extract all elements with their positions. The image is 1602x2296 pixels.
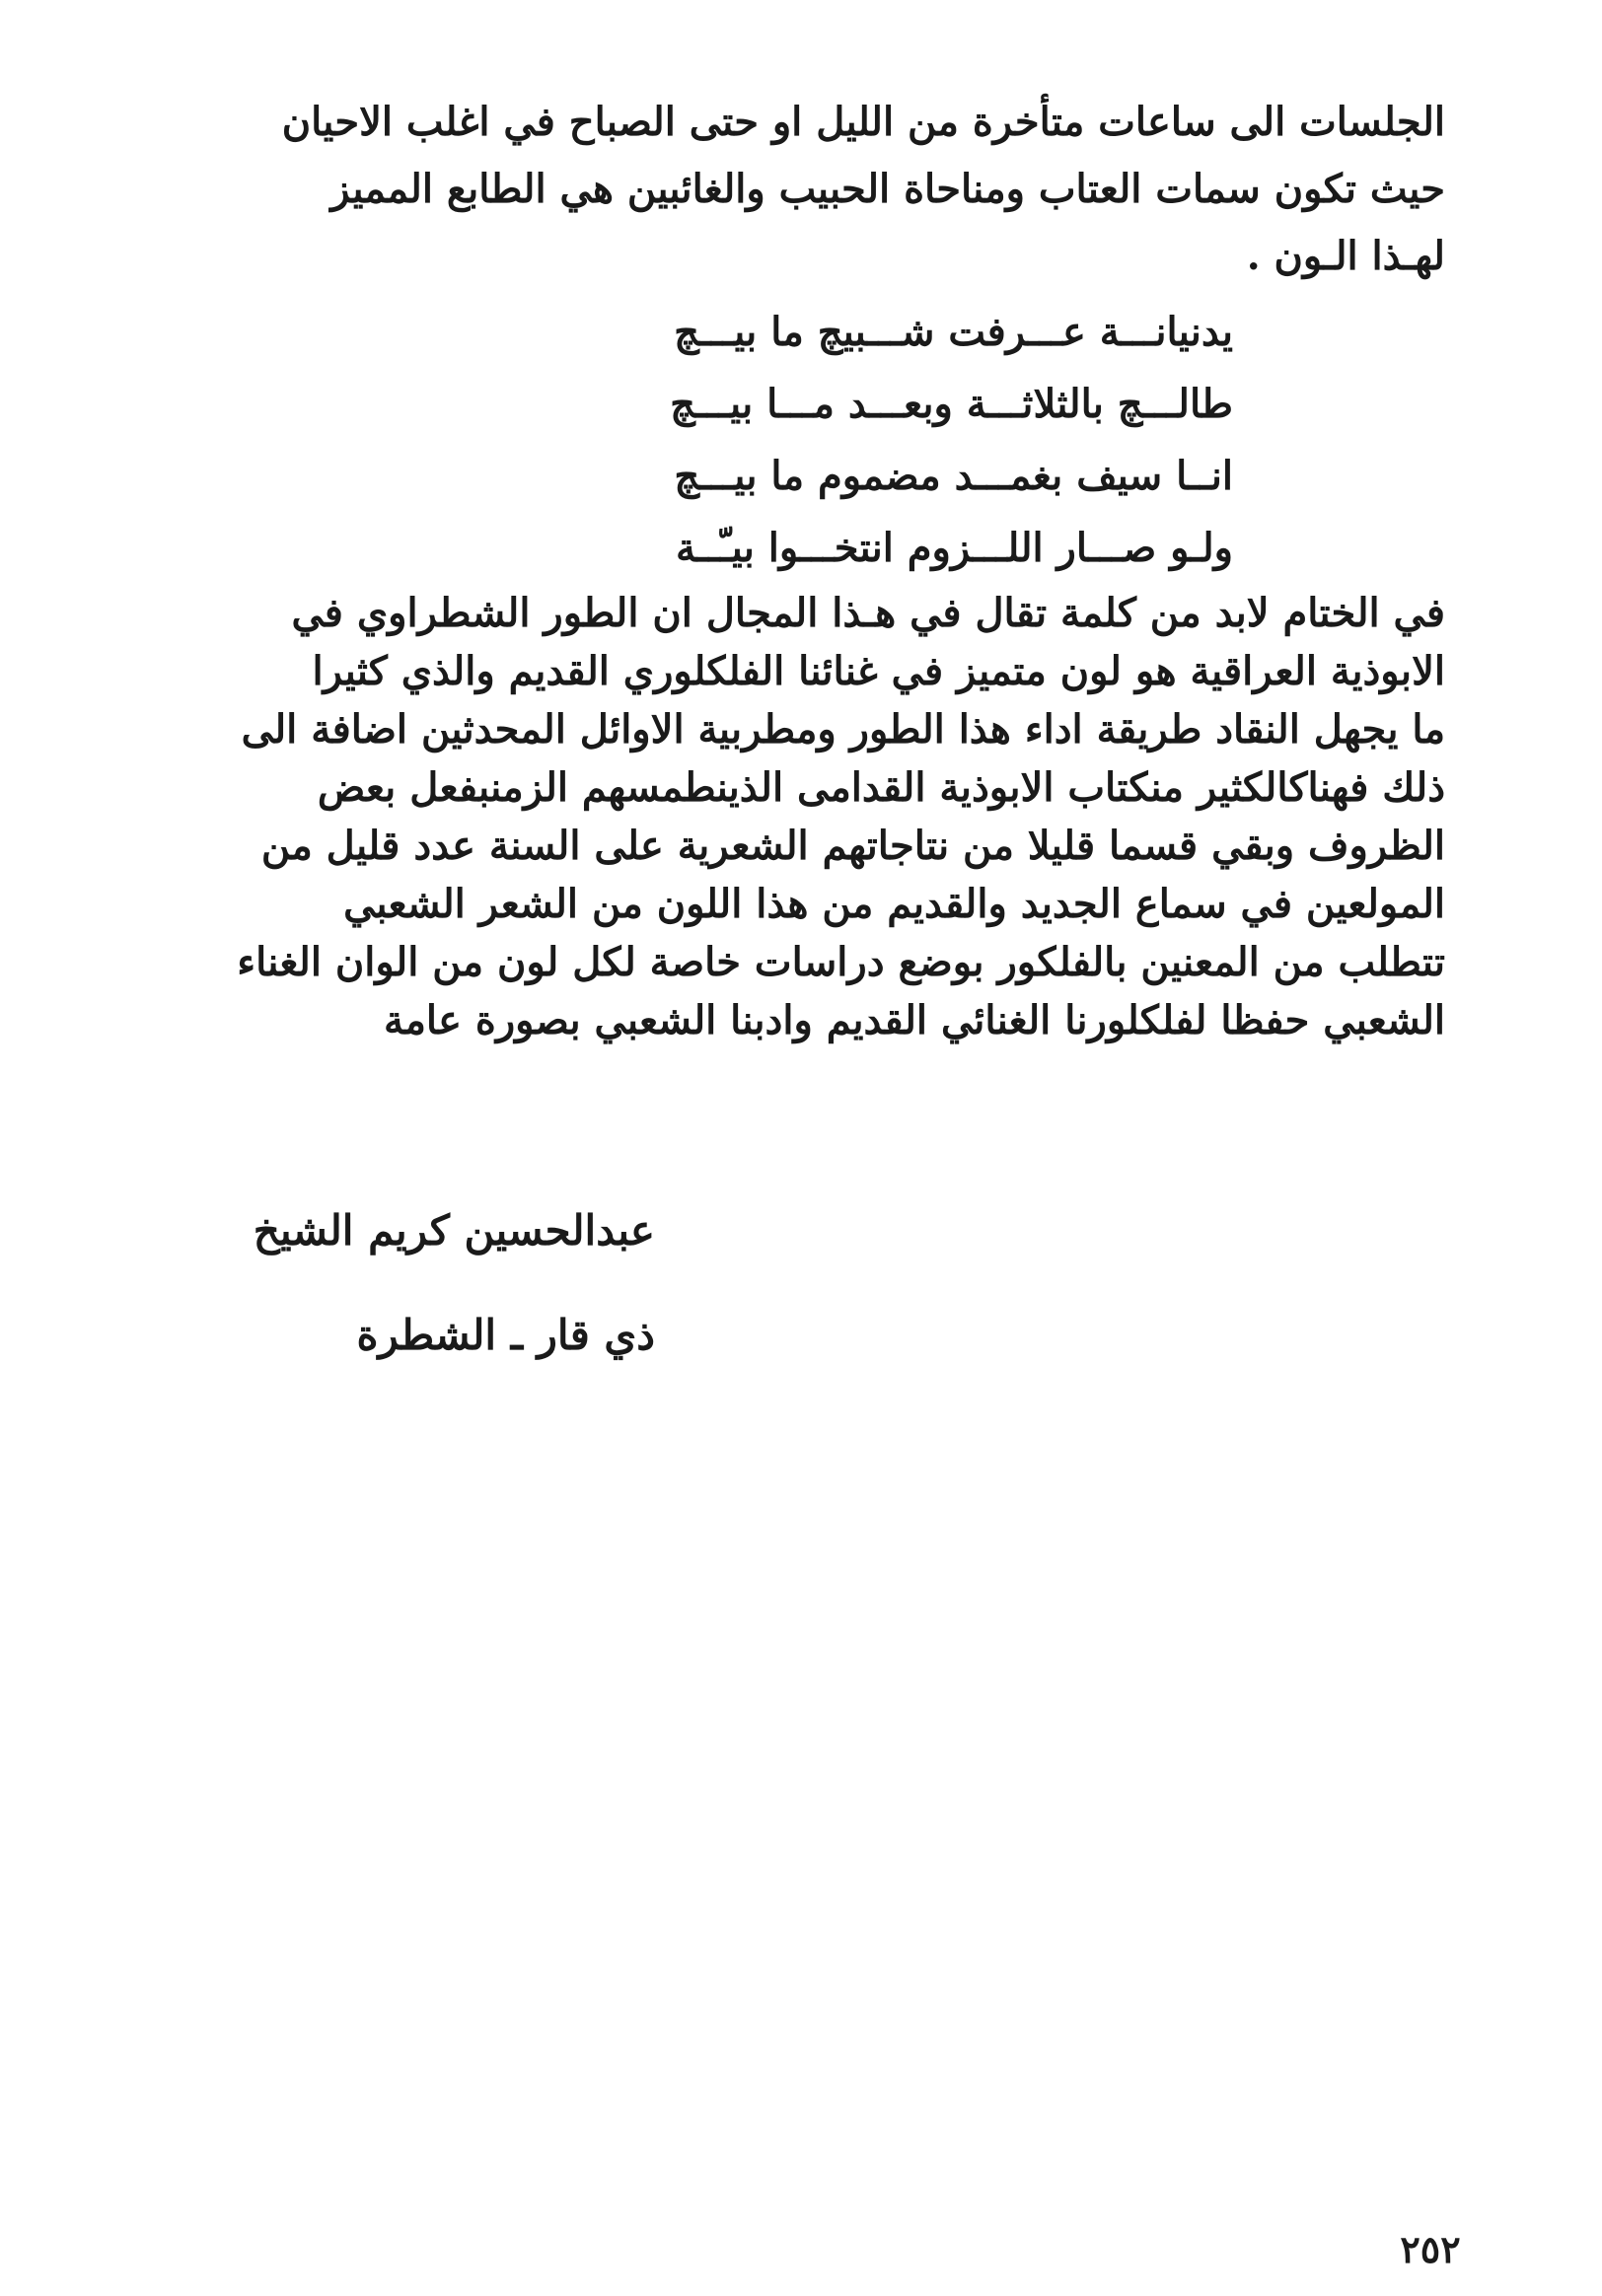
poem-stanza	[473, 296, 1233, 584]
paragraph-line: المولعين في سماع الجديد والقديم من هذا اللون من الشعر الشعبي	[343, 881, 1445, 927]
conclusion-paragraph	[158, 584, 1445, 1049]
paragraph-line: ما يجهل النقاد طريقة اداء هذا الطور ومطربية الاوائل المحدثين اضافة الى	[241, 706, 1445, 753]
paragraph-line: الظروف وبقي قسما قليلا من نتاجاتهم الشعرية على السنة عدد قليل من	[260, 823, 1445, 869]
author-signature	[254, 1203, 655, 1363]
poem-verse: طالـــچ بالثلاثـــة وبعـــد مـــا بيـــچ	[670, 381, 1233, 427]
paragraph-line: لهـذا الـون .	[1246, 233, 1445, 279]
paragraph-line: ذلك فهناكالكثير منكتاب الابوذية القدامى الذينطمسهم الزمنبفعل بعض	[317, 764, 1445, 811]
paragraph-line: الابوذية العراقية هو لون متميز في غنائنا الفلكلوري القديم والذي كثيرا	[312, 648, 1445, 694]
intro-paragraph	[158, 89, 1445, 290]
poem-verse: يدنيانـــة عـــرفت شـــبيچ ما بيـــچ	[674, 309, 1233, 355]
paragraph-line: تتطلب من المعنين بالفلكور بوضع دراسات خاصة لكل لون من الوان الغناء	[237, 939, 1445, 985]
paragraph-line: الشعبي حفظا لفلكلورنا الغنائي القديم وادبنا الشعبي بصورة عامة	[384, 997, 1445, 1043]
author-location: ذي قار ـ الشطرة	[356, 1311, 655, 1359]
paragraph-line: في الختام لابد من كلمة تقال في هـذا المجال ان الطور الشطراوي في	[291, 590, 1445, 636]
author-name: عبدالحسين كريم الشيخ	[253, 1206, 655, 1255]
paragraph-line: حيث تكون سمات العتاب ومناحاة الحبيب والغائبين هي الطابع المميز	[330, 166, 1445, 212]
poem-verse: ولـو صـــار اللـــزوم انتخـــوا بيـّــة	[676, 525, 1233, 571]
poem-verse: انــا سيف بغمـــد مضموم ما بيـــچ	[674, 453, 1233, 499]
page-number: ٢٥٢	[1400, 2227, 1461, 2271]
paragraph-line: الجلسات الى ساعات متأخرة من الليل او حتى الصباح في اغلب الاحيان	[281, 99, 1445, 145]
